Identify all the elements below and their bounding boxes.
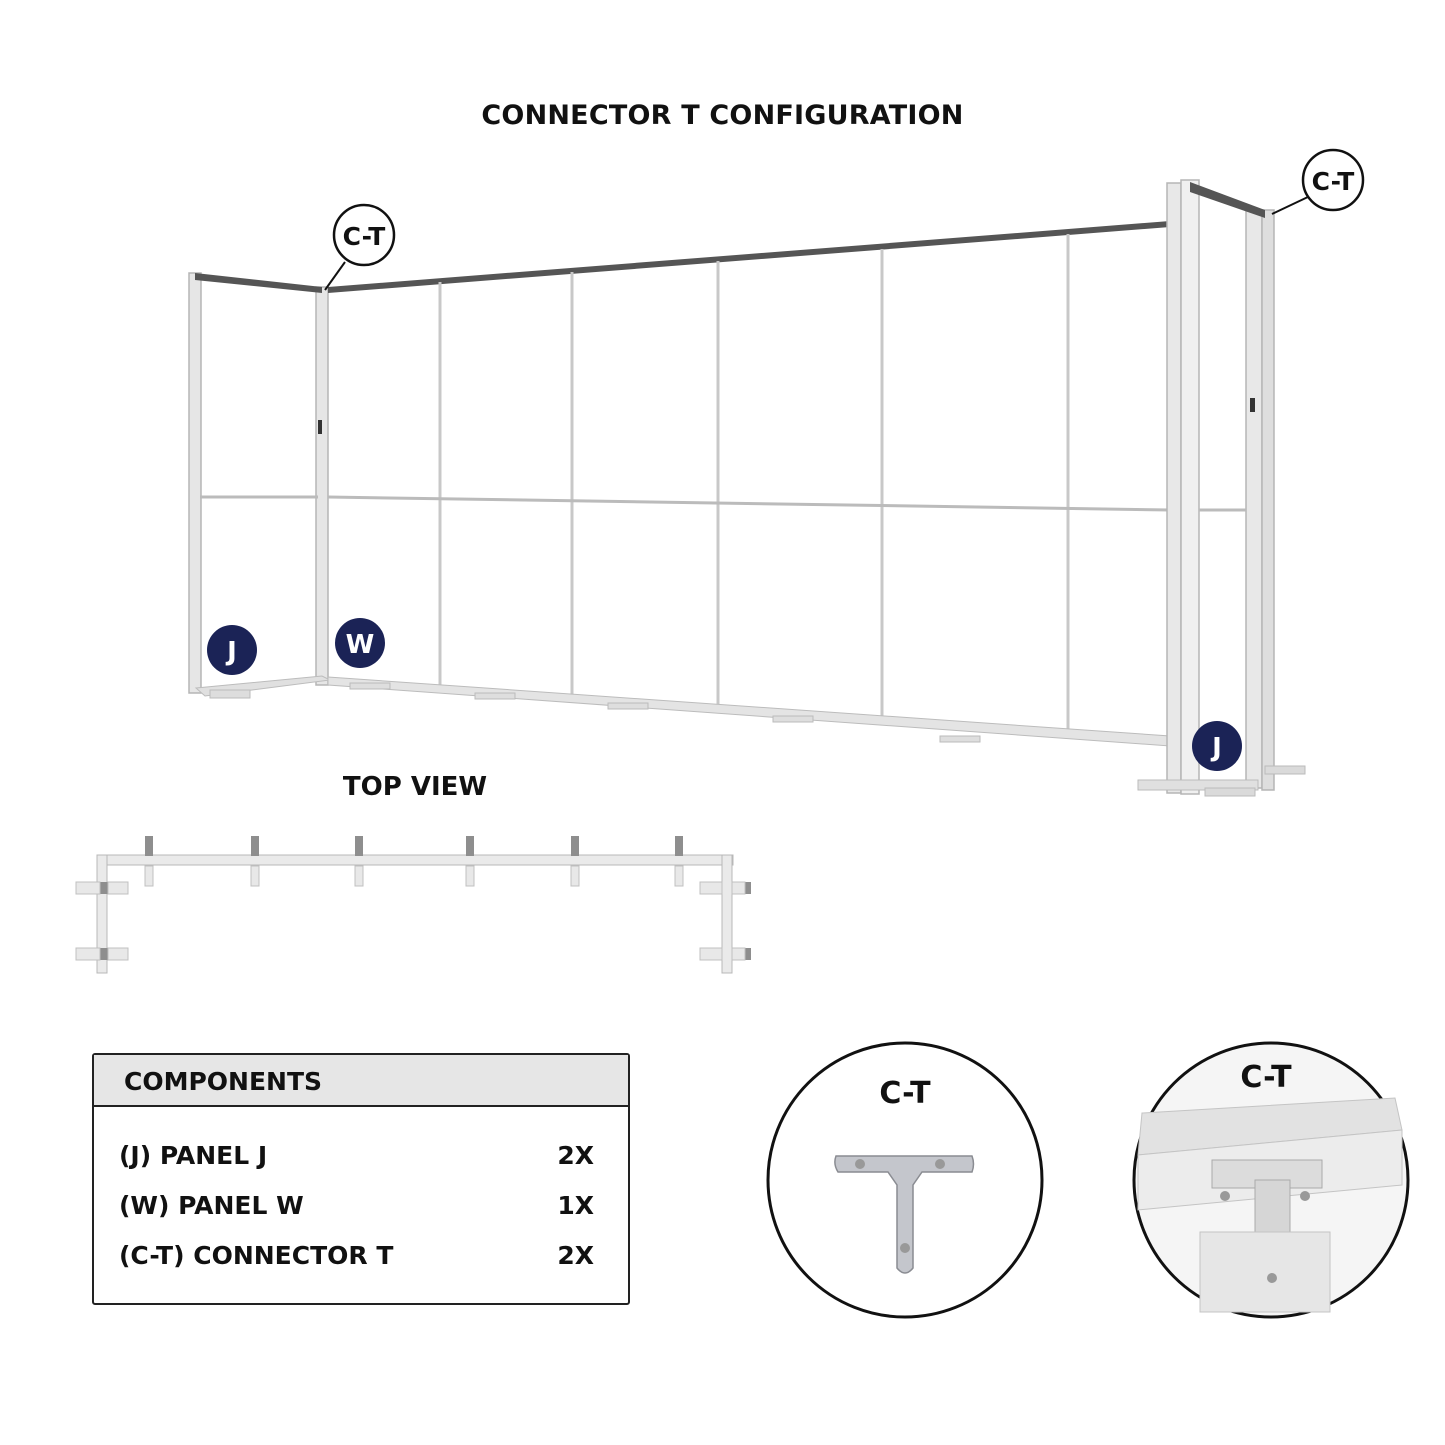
panel-j-left	[189, 273, 330, 698]
panel-j-right	[1138, 180, 1305, 796]
callout-leader-left	[325, 262, 345, 290]
diagram-title: CONNECTOR T CONFIGURATION	[481, 100, 964, 131]
badge-j-left-label: J	[227, 637, 237, 667]
callout-ct-right	[1303, 150, 1363, 210]
top-view-label: TOP VIEW	[342, 772, 488, 802]
component-row	[119, 1141, 594, 1170]
badge-j-right-label: J	[1212, 733, 1222, 763]
component-name: (W) PANEL W	[119, 1191, 304, 1220]
badge-j-left	[207, 625, 257, 675]
top-view-plan	[76, 836, 751, 973]
components-title: COMPONENTS	[124, 1067, 323, 1096]
components-table	[92, 1053, 630, 1305]
badge-w	[335, 618, 385, 668]
callout-ct-left-label: C-T	[342, 222, 386, 251]
component-qty: 2X	[557, 1141, 594, 1170]
component-row	[119, 1241, 594, 1270]
component-qty: 1X	[557, 1191, 594, 1220]
component-row	[119, 1191, 594, 1220]
callout-leader-right	[1272, 196, 1310, 214]
detail-ct-part-label: C-T	[879, 1076, 931, 1111]
panel-w-back-wall	[328, 221, 1170, 746]
detail-ct-installed-label: C-T	[1240, 1060, 1292, 1095]
badge-j-right	[1192, 721, 1242, 771]
badge-w-label: W	[345, 630, 375, 660]
component-name: (C-T) CONNECTOR T	[119, 1241, 394, 1270]
component-qty: 2X	[557, 1241, 594, 1270]
callout-ct-left	[334, 205, 394, 265]
callout-ct-right-label: C-T	[1311, 167, 1355, 196]
component-name: (J) PANEL J	[119, 1141, 268, 1170]
